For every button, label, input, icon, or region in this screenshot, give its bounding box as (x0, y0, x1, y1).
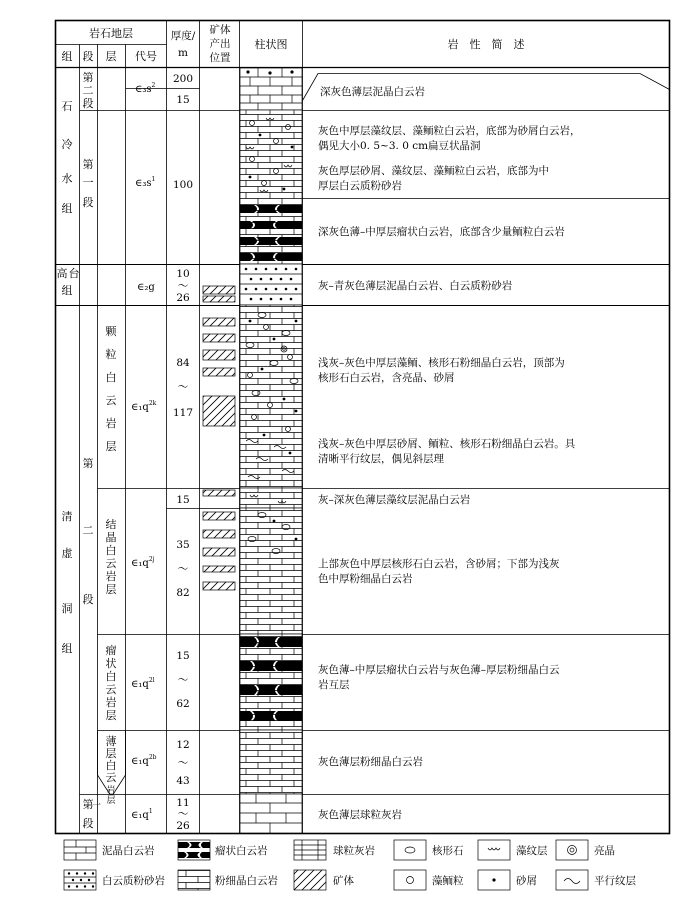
legend-item-algal-oolite (394, 870, 464, 890)
legend-item-nodular-dolomite (178, 840, 268, 860)
thickness-q2b-2: ～ (177, 757, 189, 769)
description-q2b: 灰色薄层粉细晶白云岩 (318, 756, 423, 768)
fine-crystalline-dolomite-icon (178, 870, 210, 890)
section-q2-1: 第 (82, 457, 94, 470)
pellet-limestone-icon (294, 840, 326, 860)
lithology-descriptions (318, 85, 581, 821)
header-layer: 层 (105, 50, 117, 63)
layer-nodular-4: 云 (105, 683, 117, 696)
description-q2k-1: 浅灰–灰色中厚层藻鲕、核形石粉细晶白云岩，顶部为 (318, 357, 565, 369)
layer-thin-2: 层 (105, 747, 117, 760)
layer-crystal-1: 结 (105, 518, 117, 531)
layer-granular-6: 层 (105, 440, 117, 453)
legend-label: 藻纹层 (516, 845, 548, 857)
thickness-q2l-2: ～ (177, 674, 189, 686)
header-column: 柱状图 (254, 38, 288, 51)
thickness-s2: 200 (172, 73, 194, 85)
lithology-column (240, 68, 302, 833)
thickness-q2l-1: 15 (176, 650, 190, 662)
algal-micritic-band (240, 488, 302, 508)
thickness-q2k-1: 84 (176, 357, 190, 369)
layer-nodular-6: 层 (105, 709, 117, 722)
section-q2-2: 二 (82, 524, 94, 537)
ore-body-marker (203, 548, 235, 556)
thickness-values (173, 73, 193, 832)
ore-body-marker (203, 490, 235, 496)
header-thickness-2: m (178, 47, 188, 59)
description-q1: 灰色薄层球粒灰岩 (318, 809, 402, 821)
crystalline-dolomite-section (240, 508, 302, 634)
thickness-q2b-1: 12 (176, 739, 190, 751)
thickness-q1-2: ～ (177, 808, 189, 820)
group-qingxudong-4: 组 (61, 642, 73, 655)
ore-body-marker (203, 530, 235, 538)
group-shilengshui-4: 组 (61, 202, 73, 215)
layer-granular-5: 岩 (105, 417, 117, 430)
legend-label: 泥晶白云岩 (102, 845, 155, 857)
thickness-g-1: 10 (176, 268, 190, 280)
section-names (83, 71, 102, 830)
ore-body-marker (203, 582, 235, 590)
dolomitic-siltstone-section (240, 264, 302, 305)
code-s1: $\in_3s^1$ (135, 176, 156, 189)
thin-bedded-dolomite-section (240, 730, 302, 794)
description-s1b-1: 灰色厚层砂屑、藻纹层、藻鲕粒白云岩，底部为中 (318, 165, 549, 177)
legend-label: 矿体 (333, 875, 354, 887)
legend-item-fine-crystalline-dolomite (178, 870, 278, 890)
ore-body-markers (203, 286, 235, 590)
header-code: 代号 (135, 50, 157, 63)
granular-dolomite-section (240, 305, 302, 488)
layer-granular-3: 白 (105, 371, 117, 384)
legend-item-pellet-limestone (294, 840, 375, 860)
description-s1a-2: 偶见大小0. 5~3. 0 cm扁豆状晶洞 (318, 140, 481, 152)
layer-nodular-2: 状 (105, 657, 117, 670)
sand-clast-icon (478, 870, 510, 890)
sparry-icon (556, 840, 588, 860)
thickness-g-3: 26 (176, 292, 190, 304)
ore-body-marker (203, 286, 235, 294)
legend (64, 840, 636, 890)
thickness-s1: 100 (172, 179, 194, 191)
layer-thin-3: 白 (105, 759, 117, 772)
pellet-limestone-section (240, 794, 302, 833)
ore-body-marker (203, 566, 235, 572)
ore-body-marker (203, 512, 235, 520)
legend-label: 亮晶 (594, 845, 615, 857)
group-gaotai-1: 高 (56, 267, 68, 280)
header-ore-1: 矿体 (209, 24, 231, 36)
code-q2b: $\in_1q^{2b}$ (131, 754, 157, 767)
legend-label: 砂屑 (516, 875, 537, 887)
ore-body-marker (203, 350, 235, 360)
ore-body-marker (203, 334, 235, 342)
code-s2: $\in_3s^2$ (135, 82, 156, 95)
thickness-q2j-2: ～ (177, 563, 189, 575)
header-ore-3: 位置 (209, 52, 231, 64)
description-s1c: 深灰色薄–中厚层瘤状白云岩，底部含少量鲕粒白云岩 (318, 226, 565, 238)
thickness-q2k-3: 117 (172, 407, 194, 419)
description-s1a-1: 灰色中厚层藻纹层、藻鲕粒白云岩，底部为砂屑白云岩， (318, 125, 581, 137)
micritic-dolomite-section (240, 68, 302, 110)
description-q2l-1: 灰色薄–中厚层瘤状白云岩与灰色薄–厚层粉细晶白云 (318, 664, 560, 676)
header-ore-2: 产出 (209, 38, 231, 50)
layer-granular-1: 颗 (105, 325, 117, 338)
dolomitic-siltstone-icon (64, 870, 96, 890)
group-qingxudong-3: 洞 (61, 602, 73, 615)
group-shilengshui-1: 石 (61, 100, 73, 113)
algal-lamina-icon (478, 840, 510, 860)
thickness-q2j-1: 35 (176, 539, 190, 551)
section-q2-3: 段 (82, 593, 94, 606)
table-header (62, 23, 525, 64)
group-qingxudong-2: 虚 (61, 547, 73, 560)
code-q2l: $\in_1q^{2l}$ (131, 677, 155, 690)
thickness-q2b-3: 43 (176, 775, 190, 787)
group-names (57, 100, 80, 655)
group-shilengshui-3: 水 (61, 172, 73, 185)
oncolite-icon (394, 840, 426, 860)
description-s2: 深灰色薄层泥晶白云岩 (320, 86, 425, 98)
group-qingxudong-1: 清 (61, 510, 73, 523)
legend-item-dolomitic-siltstone (64, 870, 165, 890)
section-s1-1: 第 (82, 158, 94, 171)
legend-label: 白云质粉砂岩 (102, 875, 165, 887)
description-q2k-2: 核形石白云岩，含亮晶、砂屑 (318, 372, 455, 384)
ore-body-icon (294, 870, 326, 890)
thickness-q1-1: 11 (176, 797, 190, 809)
parallel-lamination-icon (556, 870, 588, 890)
legend-label: 平行纹层 (594, 875, 636, 887)
layer-granular-2: 粒 (105, 348, 117, 361)
ore-body-marker (203, 318, 235, 326)
legend-item-ore-body (294, 870, 354, 890)
formation-codes (131, 82, 157, 821)
layer-thin-5: 岩 (106, 786, 116, 796)
thickness-q2k-top: 15 (176, 494, 190, 506)
legend-item-sand-clast (478, 870, 537, 890)
layer-nodular-3: 白 (105, 670, 117, 683)
header-description: 岩 性 简 述 (447, 38, 525, 51)
group-gaotai-3: 组 (61, 284, 73, 297)
nodular-dolomite-icon (178, 840, 210, 860)
header-thickness-1: 厚度/ (170, 30, 196, 42)
thickness-q1-3: 26 (176, 820, 190, 832)
header-section: 段 (82, 50, 94, 63)
group-gaotai-2: 台 (68, 267, 80, 280)
description-q2k-4: 清晰平行纹层，偶见斜层理 (318, 453, 444, 465)
description-q2j-2: 色中厚粉细晶白云岩 (318, 573, 413, 585)
layer-thin-6: 层 (106, 796, 116, 806)
layer-names (106, 325, 118, 806)
legend-item-oncolite (394, 840, 464, 860)
header-stratigraphy: 岩石地层 (89, 27, 133, 40)
legend-label: 粉细晶白云岩 (215, 875, 278, 887)
thickness-g-2: ～ (177, 280, 189, 292)
ore-body-marker (203, 296, 235, 302)
code-g: ∈₂g (137, 282, 155, 293)
description-q2l-2: 岩互层 (318, 679, 350, 691)
thickness-s2b: 15 (176, 94, 190, 106)
thickness-q2k-2: ～ (177, 381, 189, 393)
section-s2-2: 二 (82, 84, 94, 97)
group-shilengshui-2: 冷 (61, 138, 73, 151)
description-q2k-3: 浅灰–灰色中厚层砂屑、鲕粒、核形石粉细晶白云岩。具 (318, 438, 576, 450)
legend-label: 瘤状白云岩 (215, 845, 268, 857)
layer-granular-4: 云 (105, 394, 117, 407)
section-s2-1: 第 (82, 71, 94, 84)
description-s1b-2: 厚层白云质粉砂岩 (318, 180, 402, 192)
section-q1-2: 一 (92, 801, 102, 811)
algal-dolomite-section (240, 110, 302, 264)
ore-body-marker (203, 396, 235, 426)
layer-thin-1: 薄 (105, 735, 117, 748)
nodular-dolomite-section (240, 634, 302, 730)
ore-body-marker (203, 368, 235, 376)
legend-label: 球粒灰岩 (333, 845, 375, 857)
layer-crystal-4: 云 (105, 557, 117, 570)
description-q2j-1: 上部灰色中厚层核形石白云岩，含砂屑；下部为浅灰 (318, 558, 560, 570)
code-q2k: $\in_1q^{2k}$ (131, 400, 157, 413)
section-q1-3: 段 (82, 817, 94, 830)
micritic-dolomite-icon (64, 840, 96, 860)
legend-item-algal-lamina (478, 840, 548, 860)
thickness-q2j-3: 82 (176, 587, 190, 599)
section-s1-2: 一 (82, 176, 94, 189)
legend-item-sparry (556, 840, 615, 860)
thickness-q2l-3: 62 (176, 698, 190, 710)
layer-crystal-6: 层 (105, 583, 117, 596)
legend-item-micritic-dolomite (64, 840, 155, 860)
section-s1-3: 段 (82, 196, 94, 209)
legend-label: 藻鲕粒 (432, 875, 464, 887)
section-q1-1: 第 (82, 798, 94, 811)
header-group: 组 (61, 50, 73, 63)
legend-item-parallel-lamination (556, 870, 636, 890)
code-q1: $\in_1q^1$ (131, 808, 153, 821)
layer-thin-4: 云 (105, 771, 117, 784)
layer-nodular-1: 瘤 (105, 644, 117, 657)
description-q2k-top: 灰–深灰色薄层藻纹层泥晶白云岩 (318, 494, 471, 506)
layer-crystal-2: 晶 (105, 531, 117, 544)
section-s2-3: 段 (82, 97, 94, 110)
layer-crystal-5: 岩 (105, 570, 117, 583)
description-g: 灰–青灰色薄层泥晶白云岩、白云质粉砂岩 (318, 280, 513, 292)
algal-oolite-icon (394, 870, 426, 890)
layer-crystal-3: 白 (105, 544, 117, 557)
legend-label: 核形石 (432, 845, 464, 857)
code-q2j: $\in_1q^{2j}$ (131, 556, 155, 569)
layer-nodular-5: 岩 (105, 696, 117, 709)
